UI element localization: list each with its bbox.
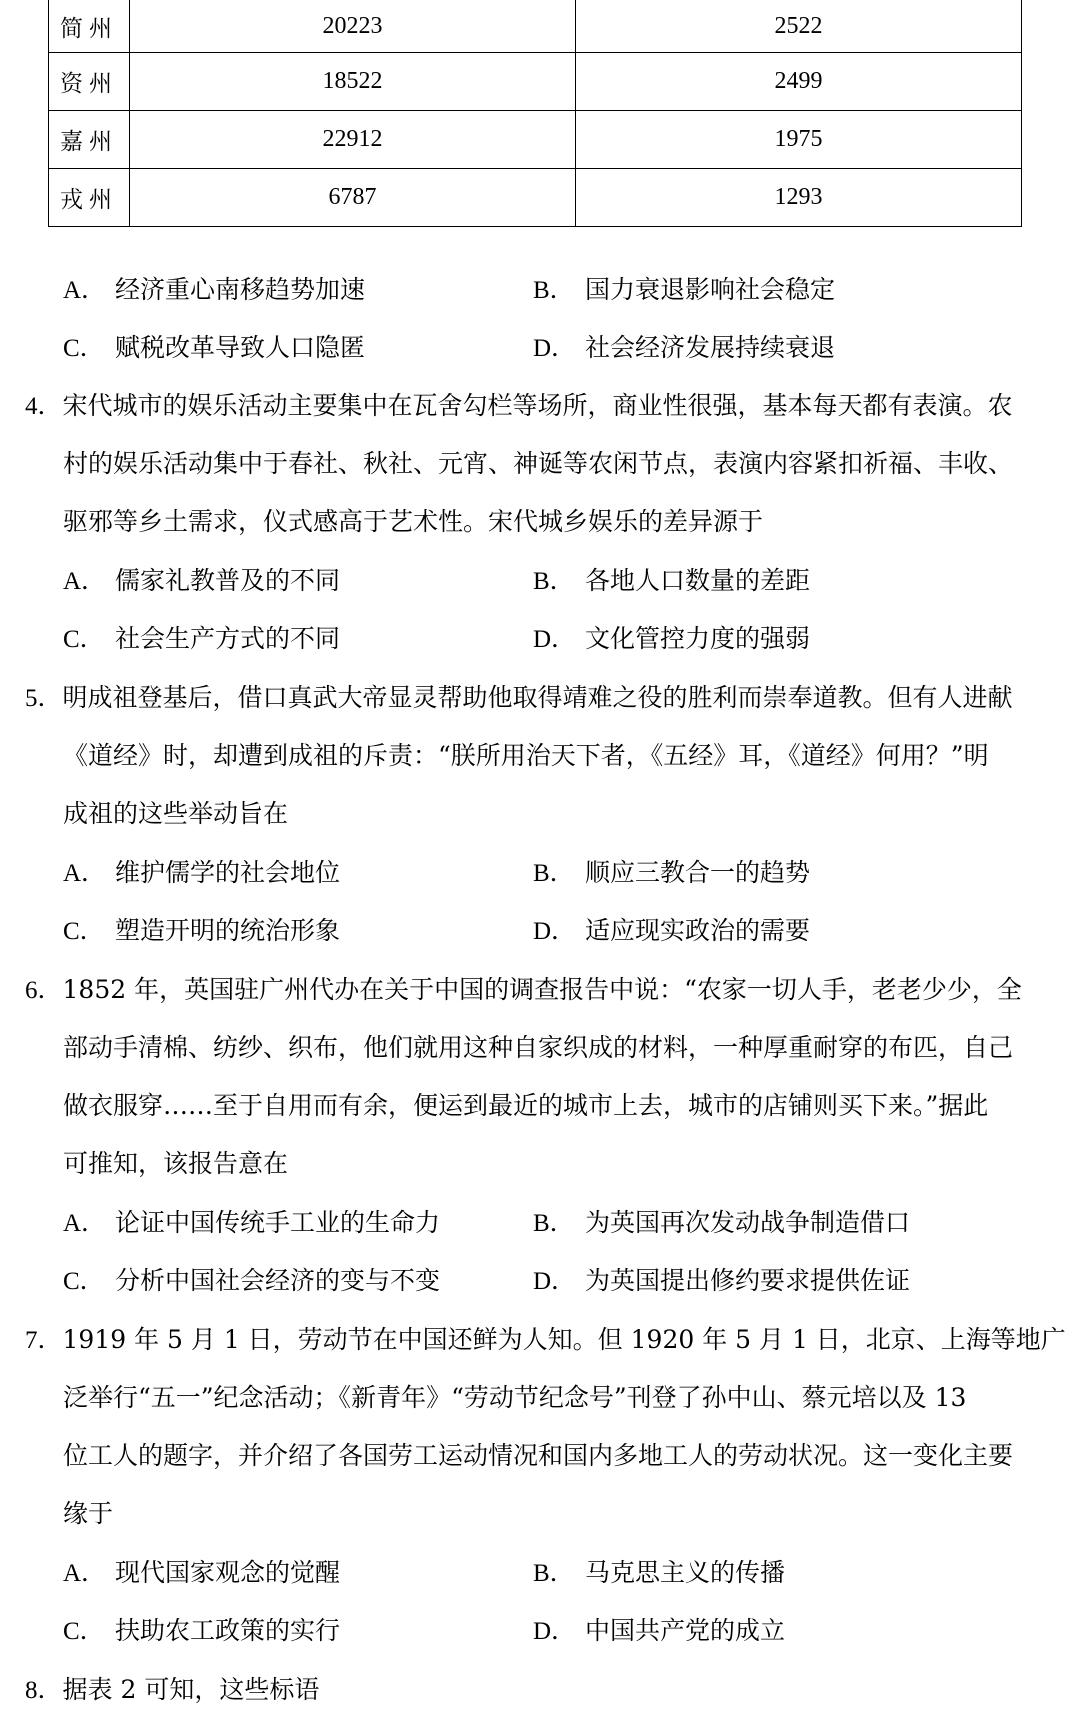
q7-stem-line-3: 位工人的题字，并介绍了各国劳工运动情况和国内多地工人的劳动状况。这一变化主要 <box>63 1441 1014 1470</box>
q8-stem-line-1 <box>25 1675 319 1706</box>
option-letter: B． <box>533 860 575 887</box>
option-letter: D． <box>533 626 577 653</box>
option-text: 扶助农工政策的实行 <box>115 1616 341 1645</box>
q7-stem-line-2: 泛举行“五一”纪念活动；《新青年》“劳动节纪念号”刊登了孙中山、蔡元培以及 13 <box>63 1383 967 1412</box>
q3-option-b <box>533 275 835 306</box>
option-letter: C． <box>63 335 105 362</box>
q3-option-d <box>533 333 835 364</box>
table-row <box>49 0 1022 53</box>
q6-stem-line-4: 可推知，该报告意在 <box>63 1149 289 1178</box>
option-text: 赋税改革导致人口隐匿 <box>115 333 366 362</box>
option-letter: A． <box>63 860 107 887</box>
option-letter: A． <box>63 277 107 304</box>
option-text: 为英国提出修约要求提供佐证 <box>585 1266 911 1295</box>
q7-option-b <box>533 1558 785 1589</box>
table-cell-value: 20223 <box>130 0 576 53</box>
q4-option-b <box>533 566 810 597</box>
table-cell-value: 1975 <box>576 111 1022 169</box>
q5-option-c <box>63 916 340 947</box>
option-text: 维护儒学的社会地位 <box>115 858 341 887</box>
option-text: 国力衰退影响社会稳定 <box>585 275 836 304</box>
option-letter: A． <box>63 1210 107 1237</box>
table-row <box>49 169 1022 227</box>
option-letter: D． <box>533 1618 577 1645</box>
stem-text: 宋代城市的娱乐活动主要集中在瓦舍勾栏等场所，商业性很强，基本每天都有表演。农 <box>62 391 1013 420</box>
table-cell-place: 嘉州 <box>49 111 130 169</box>
option-letter: C． <box>63 1268 105 1295</box>
option-letter: C． <box>63 626 105 653</box>
q3-option-c <box>63 333 365 364</box>
stem-text: 据表 2 可知，这些标语 <box>62 1675 320 1704</box>
q5-stem-line-3: 成祖的这些举动旨在 <box>63 799 289 828</box>
option-text: 中国共产党的成立 <box>585 1616 786 1645</box>
option-text: 分析中国社会经济的变与不变 <box>115 1266 441 1295</box>
option-text: 现代国家观念的觉醒 <box>115 1558 341 1587</box>
q4-option-d <box>533 624 810 655</box>
option-letter: D． <box>533 1268 577 1295</box>
option-letter: B． <box>533 1210 575 1237</box>
option-text: 社会经济发展持续衰退 <box>585 333 836 362</box>
stem-text: 1919 年 5 月 1 日，劳动节在中国还鲜为人知。但 1920 年 5 月 1 日，北京、上海等地广 <box>62 1325 1066 1354</box>
table-cell-value: 18522 <box>130 53 576 111</box>
table-row <box>49 111 1022 169</box>
q5-option-d <box>533 916 810 947</box>
question-number: 5． <box>25 685 63 712</box>
q4-option-c <box>63 624 340 655</box>
q6-option-c <box>63 1266 440 1297</box>
table-cell-place: 资州 <box>49 53 130 111</box>
q7-option-c <box>63 1616 340 1647</box>
question-number: 7． <box>25 1327 63 1354</box>
table-cell-value: 6787 <box>130 169 576 227</box>
q7-option-d <box>533 1616 785 1647</box>
q6-stem-line-2: 部动手清棉、纺纱、织布，他们就用这种自家织成的材料，一种厚重耐穿的布匹，自己 <box>63 1033 1014 1062</box>
table-cell-place: 简州 <box>49 0 130 53</box>
option-text: 文化管控力度的强弱 <box>585 624 811 653</box>
q7-stem-line-4: 缘于 <box>63 1499 114 1528</box>
option-text: 社会生产方式的不同 <box>115 624 341 653</box>
q4-stem-line-2: 村的娱乐活动集中于春社、秋社、元宵、神诞等农闲节点，表演内容紧扣祈福、丰收、 <box>63 449 1014 478</box>
stem-text: 1852 年，英国驻广州代办在关于中国的调查报告中说：“农家一切人手，老老少少，全 <box>62 975 1022 1004</box>
option-text: 马克思主义的传播 <box>585 1558 786 1587</box>
q4-stem-line-1 <box>25 391 1013 422</box>
q5-option-a <box>63 858 340 889</box>
table-cell-value: 2499 <box>576 53 1022 111</box>
option-text: 顺应三教合一的趋势 <box>585 858 811 887</box>
q6-option-d <box>533 1266 910 1297</box>
option-letter: C． <box>63 918 105 945</box>
q4-option-a <box>63 566 340 597</box>
option-letter: C． <box>63 1618 105 1645</box>
option-text: 论证中国传统手工业的生命力 <box>115 1208 441 1237</box>
table-cell-value: 22912 <box>130 111 576 169</box>
option-text: 适应现实政治的需要 <box>585 916 811 945</box>
table-row <box>49 53 1022 111</box>
option-text: 塑造开明的统治形象 <box>115 916 341 945</box>
population-table <box>48 0 1022 227</box>
q3-option-a <box>63 275 365 306</box>
question-number: 8． <box>25 1677 63 1704</box>
option-text: 各地人口数量的差距 <box>585 566 811 595</box>
q5-option-b <box>533 858 810 889</box>
option-letter: B． <box>533 568 575 595</box>
q6-stem-line-3: 做衣服穿……至于自用而有余，便运到最近的城市上去，城市的店铺则买下来。”据此 <box>63 1091 989 1120</box>
stem-text: 明成祖登基后，借口真武大帝显灵帮助他取得靖难之役的胜利而崇奉道教。但有人进献 <box>62 683 1013 712</box>
option-letter: A． <box>63 568 107 595</box>
option-letter: D． <box>533 335 577 362</box>
table-cell-value: 1293 <box>576 169 1022 227</box>
q6-option-b <box>533 1208 910 1239</box>
option-text: 儒家礼教普及的不同 <box>115 566 341 595</box>
table-cell-place: 戎州 <box>49 169 130 227</box>
option-letter: B． <box>533 277 575 304</box>
q4-stem-line-3: 驱邪等乡土需求，仪式感高于艺术性。宋代城乡娱乐的差异源于 <box>63 507 764 536</box>
option-text: 经济重心南移趋势加速 <box>115 275 366 304</box>
table-cell-value: 2522 <box>576 0 1022 53</box>
option-text: 为英国再次发动战争制造借口 <box>585 1208 911 1237</box>
question-number: 4． <box>25 393 63 420</box>
option-letter: D． <box>533 918 577 945</box>
q5-stem-line-1 <box>25 683 1013 714</box>
q6-stem-line-1 <box>25 975 1022 1006</box>
question-number: 6． <box>25 977 63 1004</box>
option-letter: A． <box>63 1560 107 1587</box>
q7-option-a <box>63 1558 340 1589</box>
q7-stem-line-1 <box>25 1325 1066 1356</box>
q5-stem-line-2: 《道经》时，却遭到成祖的斥责：“朕所用治天下者，《五经》耳，《道经》何用？”明 <box>63 741 989 770</box>
q6-option-a <box>63 1208 440 1239</box>
option-letter: B． <box>533 1560 575 1587</box>
